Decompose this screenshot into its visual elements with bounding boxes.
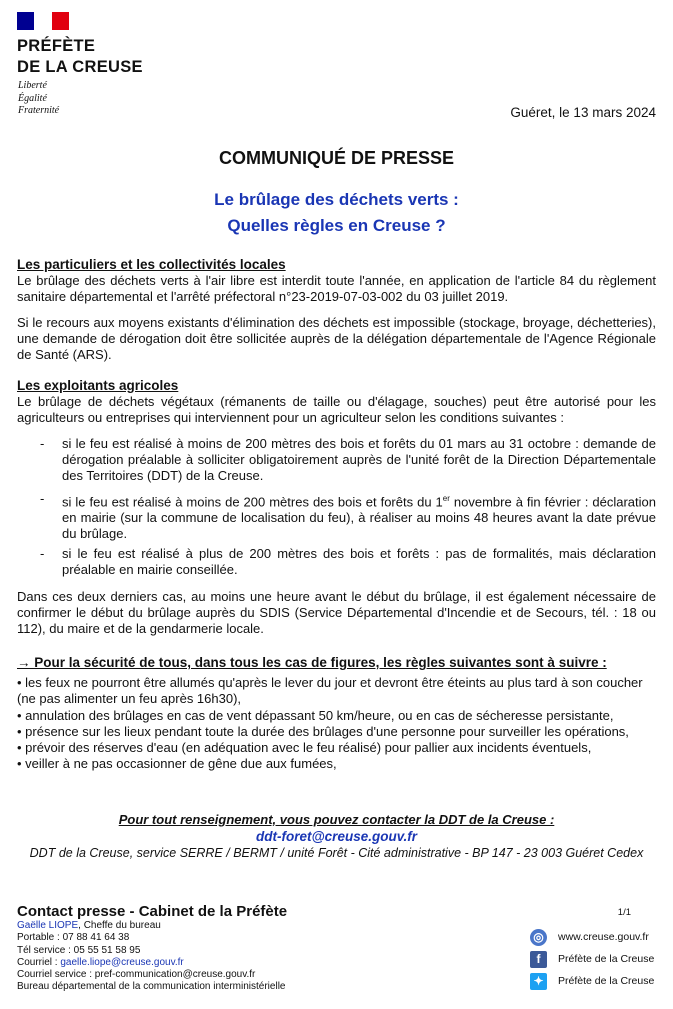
- list-item-text-part: si le feu est réalisé à moins de 200 mètres des bois et forêts du 1: [62, 494, 443, 510]
- list-dash: -: [40, 491, 45, 506]
- contact-name-link[interactable]: Gaëlle LIOPE: [17, 920, 79, 931]
- list-item: [40, 546, 656, 580]
- motto-liberte: Liberté: [18, 80, 47, 91]
- section-heading: Les particuliers et les collectivités locales: [17, 257, 286, 272]
- rule-item: • présence sur les lieux pendant toute la durée des brûlages d'une personne pour surveiller les opérations,: [17, 723, 629, 739]
- facebook-icon: f: [530, 951, 547, 968]
- contact-email-line: [17, 957, 285, 969]
- contact-phone: Tél service : 05 55 51 58 95: [17, 944, 141, 956]
- list-dash: -: [40, 436, 45, 451]
- section-heading: Les exploitants agricoles: [17, 378, 179, 393]
- press-contact-title: Contact presse - Cabinet de la Préfète: [17, 903, 288, 920]
- rule-item: • veiller à ne pas occasionner de gêne due aux fumées,: [17, 756, 337, 772]
- bureau-name: Bureau départemental de la communication interministérielle: [17, 981, 286, 993]
- list-item-text: si le feu est réalisé à plus de 200 mètres des bois et forêts : pas de formalités, mais déclaration préalable en mairie conseillée.: [62, 546, 656, 577]
- rule-item: • les feux ne pourront être allumés qu'après le lever du jour et devront être éteints au plus tard à son coucher (ne pas alimenter un feu après 16h30),: [17, 675, 643, 707]
- rule-item: • prévoir des réserves d'eau (en adéquation avec le feu réalisé) pour pallier aux incidents éventuels,: [17, 740, 592, 756]
- contact-email-label: Courriel :: [17, 956, 61, 968]
- superscript: er: [442, 494, 450, 503]
- section-particuliers: [17, 257, 656, 305]
- twitter-icon: ✦: [530, 973, 547, 990]
- press-contact-details: [17, 920, 285, 994]
- paragraph: Dans ces deux derniers cas, au moins une heure avant le début du brûlage, il est également nécessaire de confirmer le début du brûlage auprès du SDIS (Service Départemental d'Incendie et de Secours, tél. : 18 ou 112), du maire et de la gendarmerie locale.: [17, 589, 656, 636]
- contact-role: , Cheffe du bureau: [78, 920, 161, 931]
- section-heading: → Pour la sécurité de tous, dans tous les cas de figures, les règles suivantes sont à suivre :: [17, 655, 607, 670]
- prefecture-line-1: PRÉFÈTE: [17, 37, 96, 55]
- section-securite: [17, 655, 656, 772]
- motto-egalite: Égalité: [18, 92, 47, 104]
- paragraph: Le brûlage de déchets végétaux (rémanents de taille ou d'élagage, souches) peut être autorisé pour les agriculteurs ou entreprises qui interviennent pour un agriculteur selon les conditions suivantes :: [17, 394, 656, 425]
- title-line-1: Le brûlage des déchets verts :: [214, 190, 459, 209]
- list-item-text: si le feu est réalisé à moins de 200 mètres des bois et forêts du 01 mars au 31 octobre : demande de dérogation préalable à solliciter obligatoirement auprès de l'unité forêt de la Direction Départementale des Territoires (DDT) de la Creuse.: [62, 436, 656, 483]
- service-email: Courriel service : pref-communication@creuse.gouv.fr: [17, 969, 256, 981]
- rule-item: • annulation des brûlages en cas de vent dépassant 50 km/heure, ou en cas de sécheresse persistante,: [17, 707, 614, 723]
- document-date: Guéret, le 13 mars 2024: [510, 105, 656, 120]
- contact-heading: Pour tout renseignement, vous pouvez contacter la DDT de la Creuse :: [118, 812, 555, 827]
- prefecture-name: [17, 36, 143, 78]
- list-item: [40, 491, 656, 541]
- facebook-label: Préfète de la Creuse: [558, 953, 655, 965]
- motto-fraternite: Fraternité: [18, 105, 60, 116]
- list-item: [40, 436, 656, 486]
- contact-email-link[interactable]: ddt-foret@creuse.gouv.fr: [256, 829, 417, 844]
- paragraph: Le brûlage des déchets verts à l'air libre est interdit toute l'année, en application de l'article 84 du règlement sanitaire départemental et l'arrêté préfectoral n°23-2019-07-03-002 du 03 juillet 2019.: [17, 273, 656, 304]
- globe-icon: ◎: [530, 929, 547, 946]
- prefecture-line-2: DE LA CREUSE: [17, 58, 143, 76]
- twitter-label: Préfète de la Creuse: [558, 975, 655, 987]
- marianne-flag-logo: [17, 12, 69, 30]
- page-number: 1/1: [617, 907, 631, 918]
- website-label: www.creuse.gouv.fr: [558, 931, 649, 943]
- list-item-text: [62, 491, 656, 542]
- section-agricoles: [17, 378, 656, 426]
- contact-address: DDT de la Creuse, service SERRE / BERMT / unité Forêt - Cité administrative - BP 147 - 23 003 Guéret Cedex: [29, 846, 644, 860]
- title-line-2: Quelles règles en Creuse ?: [227, 216, 446, 235]
- list-item-text-part: novembre à fin février : déclaration en mairie (sur la commune de localisation du feu), à réaliser au moins 48 heures: [62, 494, 656, 526]
- contact-email-link[interactable]: gaelle.liope@creuse.gouv.fr: [60, 956, 184, 968]
- list-item-text-part: avant la date prévue du brûlage.: [62, 510, 657, 542]
- document-title: [0, 187, 673, 239]
- republic-motto: [18, 80, 59, 118]
- paragraph: Si le recours aux moyens existants d'élimination des déchets est impossible (stockage, broyage, déchetteries), une demande de dérogation doit être sollicitée auprès de la délégation départementale de l'Agence Régionale de Santé (ARS).: [17, 315, 656, 362]
- document-type: COMMUNIQUÉ DE PRESSE: [218, 148, 455, 168]
- contact-name-line: [17, 920, 285, 932]
- list-dash: -: [40, 546, 45, 561]
- contact-mobile: Portable : 07 88 41 64 38: [17, 932, 130, 944]
